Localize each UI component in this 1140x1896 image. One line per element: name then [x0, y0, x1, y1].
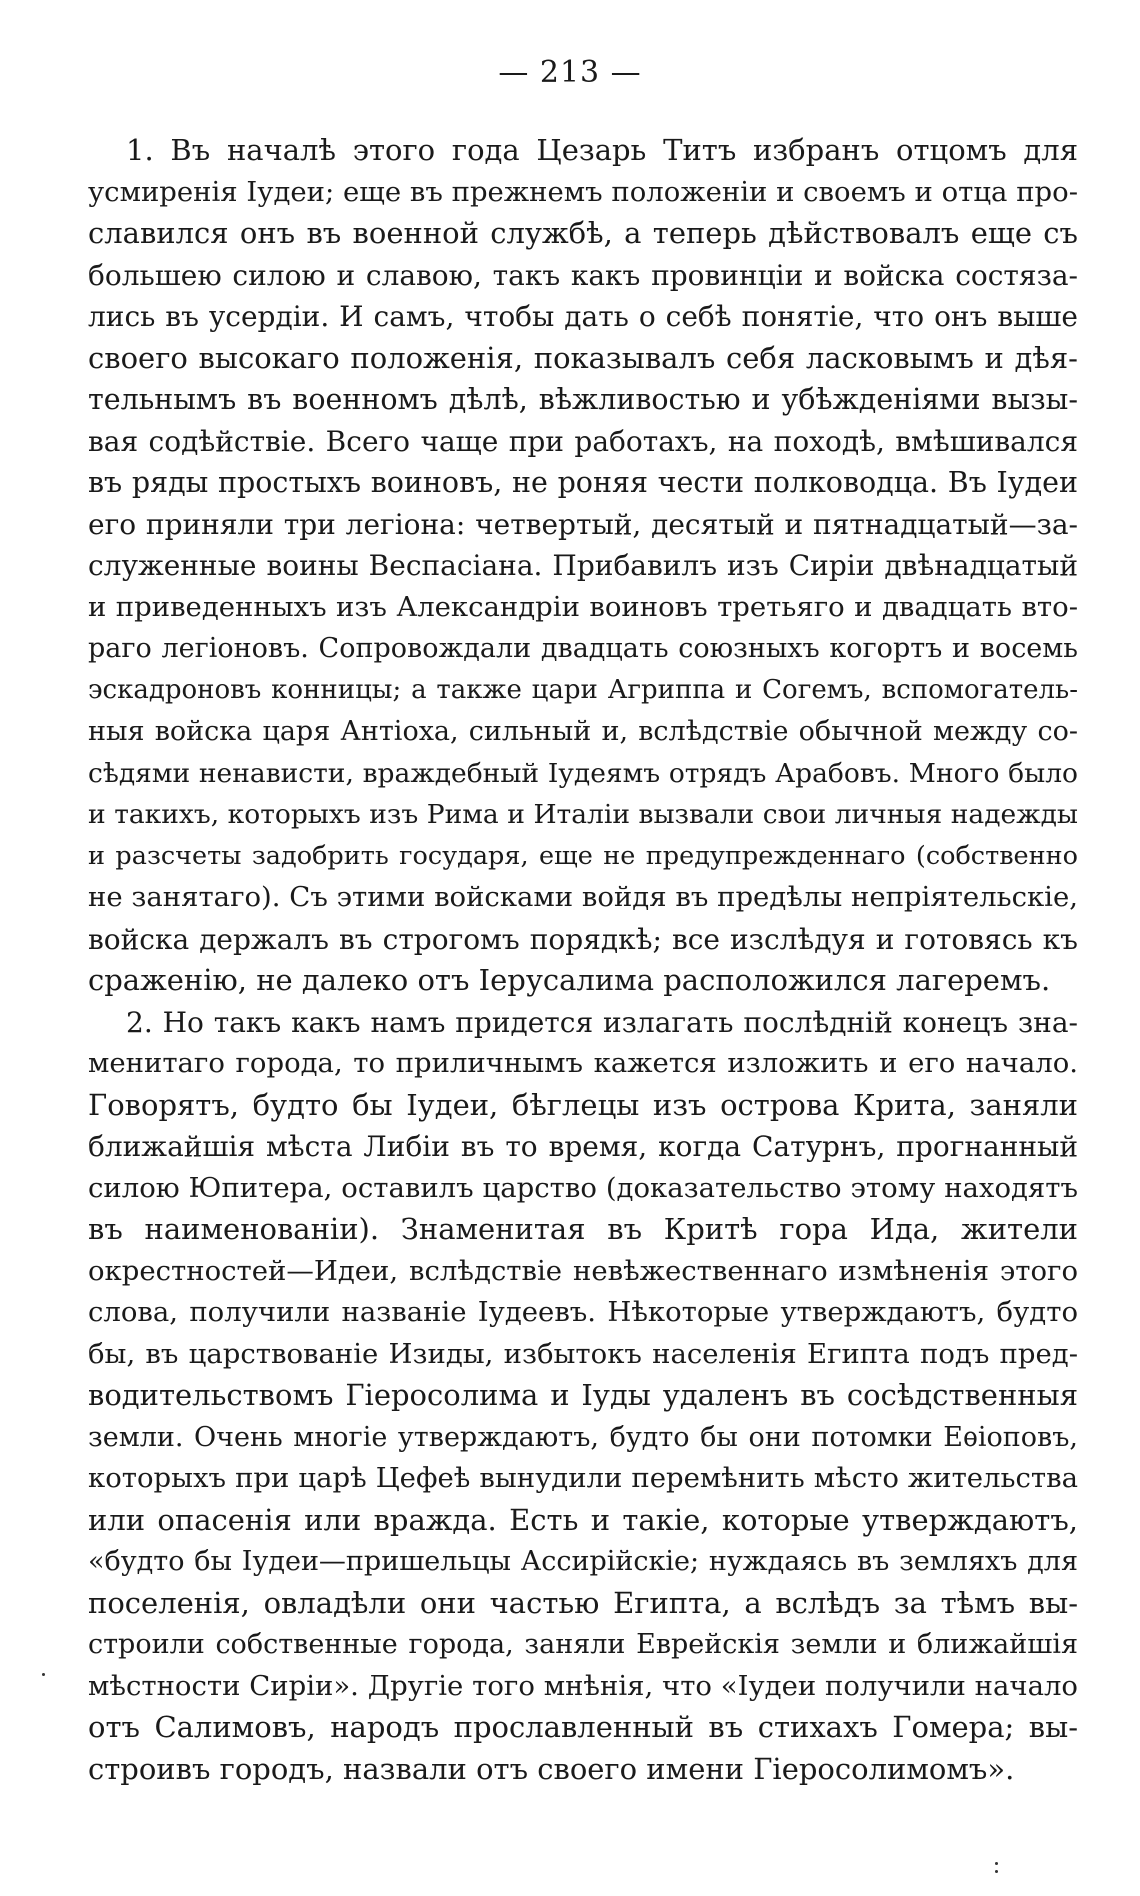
- text-line: своего высокаго положенія, показывалъ себя ласковымъ и дѣя-: [88, 340, 1078, 375]
- text-line: большею силою и славою, такъ какъ провинціи и войска состяза-: [88, 258, 1078, 292]
- text-line: окрестностей—Идеи, вслѣдствіе невѣжественнаго измѣненія этого: [88, 1254, 1078, 1287]
- text-line: въ ряды простыхъ воиновъ, не роняя чести полководца. Въ Іудеи: [88, 466, 1078, 499]
- ink-speck: [42, 1673, 45, 1676]
- body-text: [88, 130, 1078, 1790]
- text-line: ныя войска царя Антіоха, сильный и, вслѣдствіе обычной между со-: [88, 716, 1078, 747]
- text-line: строили собственные города, заняли Еврейскія земли и ближайшія: [88, 1629, 1078, 1660]
- text-line: строивъ городъ, назвали отъ своего имени Гіеросолимомъ».: [88, 1751, 1015, 1786]
- text-line: славился онъ въ военной службѣ, а теперь дѣйствовалъ еще съ: [88, 216, 1078, 250]
- text-line: раго легіоновъ. Сопровождали двадцать союзныхъ когортъ и восемь: [88, 633, 1078, 664]
- text-line: въ наименованіи). Знаменитая въ Критѣ гора Ида, жители: [88, 1212, 1078, 1246]
- text-line: Говорятъ, будто бы Іудеи, бѣглецы изъ острова Крита, заняли: [88, 1087, 1078, 1122]
- text-line: «будто бы Іудеи—пришельцы Ассирійскіе; нуждаясь въ земляхъ для: [88, 1546, 1078, 1577]
- text-line: служенные воины Веспасіана. Прибавилъ изъ Сиріи двѣнадцатый: [88, 549, 1078, 582]
- text-line: ближайшія мѣста Либіи въ то время, когда Сатурнъ, прогнанный: [88, 1130, 1078, 1163]
- text-line: менитаго города, то приличнымъ кажется изложить и его начало.: [88, 1047, 1078, 1079]
- text-line: тельнымъ въ военномъ дѣлѣ, вѣжливостью и убѣжденіями вызы-: [88, 383, 1078, 416]
- text-line: бы, въ царствованіе Изиды, избытокъ населенія Египта подъ пред-: [88, 1337, 1078, 1370]
- text-line: мѣстности Сиріи». Другіе того мнѣнія, что «Іудеи получили начало: [88, 1669, 1078, 1702]
- text-line: усмиренія Іудеи; еще въ прежнемъ положеніи и своемъ и отца про-: [88, 175, 1078, 208]
- text-line: или опасенія или вражда. Есть и такіе, которые утверждаютъ,: [88, 1502, 1078, 1537]
- text-line: войска держалъ въ строгомъ порядкѣ; все изслѣдуя и готовясь къ: [88, 922, 1078, 956]
- paragraph-1: [88, 130, 1078, 1002]
- paragraph-2: [88, 1002, 1078, 1791]
- text-line: его приняли три легіона: четвертый, десятый и пятнадцатый—за-: [88, 507, 1078, 541]
- text-line: и такихъ, которыхъ изъ Рима и Италіи вызвали свои личныя надежды: [88, 799, 1078, 830]
- text-line: сраженію, не далеко отъ Іерусалима расположился лагеремъ.: [88, 963, 1051, 997]
- text-line: лись въ усердіи. И самъ, чтобы дать о себѣ понятіе, что онъ выше: [88, 300, 1078, 333]
- text-line: не занятаго). Съ этими войсками войдя въ предѣлы непріятельскіе,: [88, 881, 1078, 913]
- ink-speck: [995, 1870, 998, 1873]
- text-line: и приведенныхъ изъ Александріи воиновъ третьяго и двадцать вто-: [88, 590, 1078, 623]
- text-line: водительствомъ Гіеросолима и Іуды удаленъ въ сосѣдственныя: [88, 1378, 1078, 1412]
- text-line: силою Юпитера, оставилъ царство (доказательство этому находятъ: [88, 1171, 1078, 1204]
- text-line: земли. Очень многіе утверждаютъ, будто бы они потомки Еѳіоповъ,: [88, 1421, 1078, 1453]
- text-line: сѣдями ненависти, враждебный Іудеямъ отрядъ Арабовъ. Много было: [88, 757, 1078, 789]
- text-line: 2. Но такъ какъ намъ придется излагать послѣдній конецъ зна-: [126, 1005, 1078, 1039]
- text-line: эскадроновъ конницы; а также цари Агриппа и Согемъ, вспомогатель-: [88, 674, 1078, 705]
- text-line: поселенія, овладѣли они частью Египта, а вслѣдъ за тѣмъ вы-: [88, 1585, 1078, 1620]
- text-line: вая содѣйствіе. Всего чаще при работахъ, на походѣ, вмѣшивался: [88, 424, 1078, 458]
- text-line: которыхъ при царѣ Цефеѣ вынудили перемѣнить мѣсто жительства: [88, 1462, 1078, 1494]
- text-line: и разсчеты задобрить государя, еще не предупрежденнаго (собственно: [88, 840, 1078, 871]
- ink-speck: [995, 1862, 998, 1865]
- text-line: отъ Салимовъ, народъ прославленный въ стихахъ Гомера; вы-: [88, 1710, 1078, 1744]
- text-line: 1. Въ началѣ этого года Цезарь Титъ избранъ отцомъ для: [126, 133, 1078, 167]
- text-line: слова, получили названіе Іудеевъ. Нѣкоторые утверждаютъ, будто: [88, 1296, 1078, 1328]
- page-number: — 213 —: [498, 55, 642, 90]
